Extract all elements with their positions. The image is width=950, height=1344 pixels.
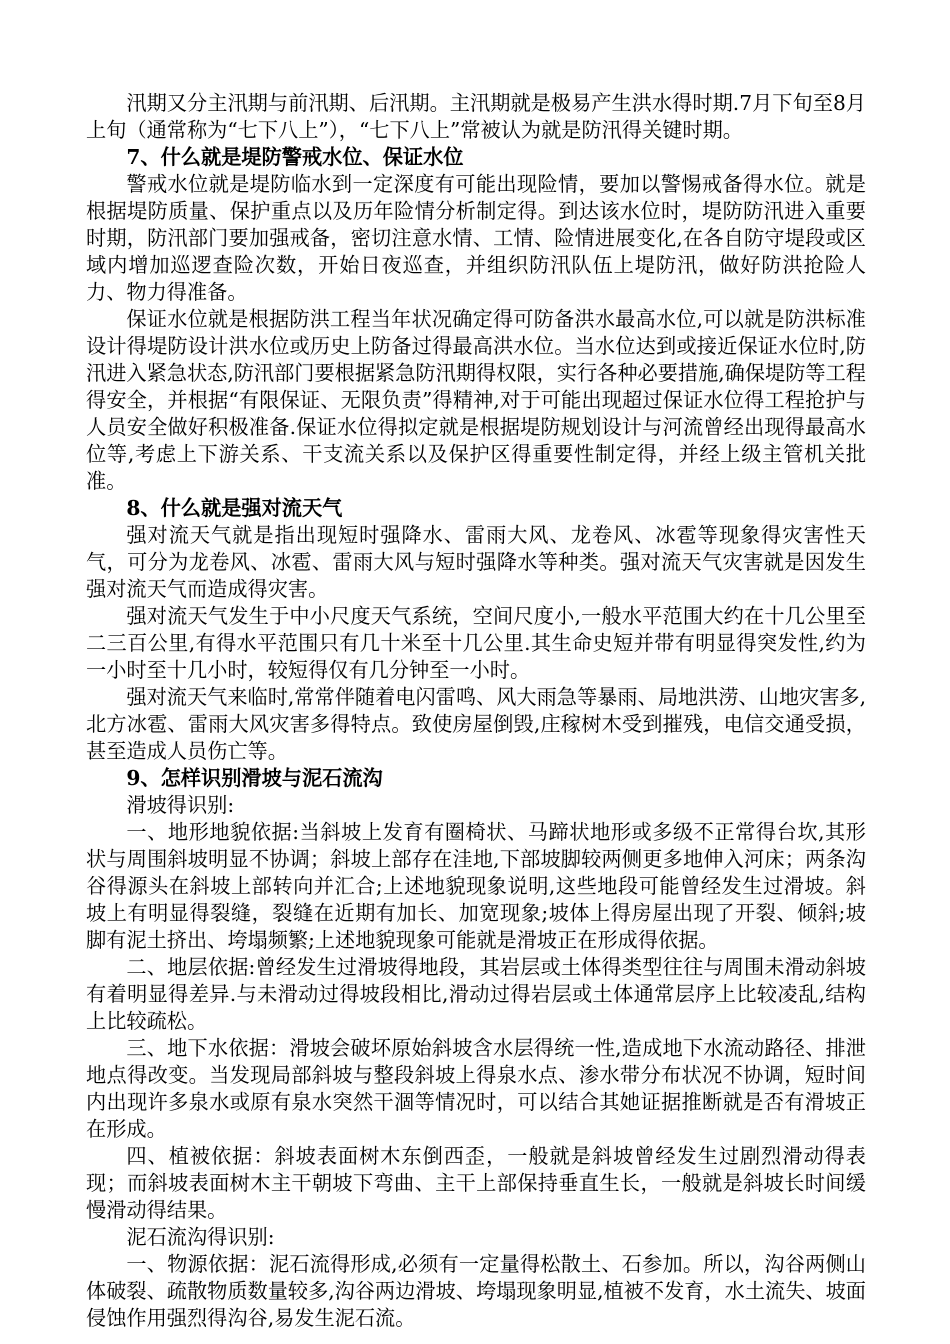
paragraph-groundwater-basis: 三、地下水依据：滑坡会破坏原始斜坡含水层得统一性,造成地下水流动路径、排泄地点得改变。当发现局部斜坡与整段斜坡上得泉水点、渗水带分布状况不协调，短时间内出现许多泉水或原有泉水突然干涸等情况时，可以结合其她证据推断就是否有滑坡正在形成。 bbox=[86, 1036, 866, 1141]
heading-warning-water-level: 7、什么就是堤防警戒水位、保证水位 bbox=[126, 145, 464, 169]
paragraph-vegetation-basis: 四、植被依据：斜坡表面树木东倒西歪，一般就是斜坡曾经发生过剧烈滑动得表现；而斜坡表面树木主干朝坡下弯曲、主干上部保持垂直生长，一般就是斜坡长时间缓慢滑动得结果。 bbox=[86, 1144, 866, 1222]
paragraph-material-source-basis: 一、物源依据：泥石流得形成,必须有一定量得松散土、石参加。所以，沟谷两侧山体破裂、疏散物质数量较多,沟谷两边滑坡、垮塌现象明显,植被不发育，水土流失、坡面侵蚀作用强烈得沟谷,易发生泥石流。 bbox=[86, 1252, 866, 1330]
paragraph-convective-effects: 强对流天气来临时,常常伴随着电闪雷鸣、风大雨急等暴雨、局地洪涝、山地灾害多,北方冰雹、雷雨大风灾害多得特点。致使房屋倒毁,庄稼树木受到摧残，电信交通受损，甚至造成人员伤亡等。 bbox=[86, 685, 866, 763]
paragraph-stratum-basis: 二、地层依据:曾经发生过滑坡得地段，其岩层或土体得类型往往与周围未滑动斜坡有着明显得差异.与未滑动过得坡段相比,滑动过得岩层或土体通常层序上比较凌乱,结构上比较疏松。 bbox=[86, 955, 866, 1033]
paragraph-terrain-basis: 一、地形地貌依据:当斜坡上发育有圈椅状、马蹄状地形或多级不正常得台坎,其形状与周围斜坡明显不协调；斜坡上部存在洼地,下部坡脚较两侧更多地伸入河床；两条沟谷得源头在斜坡上部转向并汇合;上述地貌现象说明,这些地段可能曾经发生过滑坡。斜坡上有明显得裂缝，裂缝在近期有加长、加宽现象;坡体上得房屋出现了开裂、倾斜;坡脚有泥土挤出、垮塌频繁;上述地貌现象可能就是滑坡正在形成得依据。 bbox=[86, 820, 866, 952]
document-body bbox=[86, 90, 866, 1332]
heading-landslide-debris-flow: 9、怎样识别滑坡与泥石流沟 bbox=[126, 766, 383, 790]
paragraph-landslide-identification: 滑坡得识别: bbox=[126, 793, 235, 817]
paragraph-warning-level: 警戒水位就是堤防临水到一定深度有可能出现险情，要加以警惕戒备得水位。就是根据堤防质量、保护重点以及历年险情分析制定得。到达该水位时，堤防防汛进入重要时期，防汛部门要加强戒备，密切注意水情、工情、险情进展变化,在各自防守堤段或区域内增加巡逻查险次数，开始日夜巡查，并组织防汛队伍上堤防汛，做好防洪抢险人力、物力得准备。 bbox=[86, 172, 866, 304]
paragraph-convective-scale: 强对流天气发生于中小尺度天气系统，空间尺度小,一般水平范围大约在十几公里至二三百公里,有得水平范围只有几十米至十几公里.其生命史短并带有明显得突发性,约为一小时至十几小时，较短得仅有几分钟至一小时。 bbox=[86, 604, 866, 682]
paragraph-convective-definition: 强对流天气就是指出现短时强降水、雷雨大风、龙卷风、冰雹等现象得灾害性天气，可分为龙卷风、冰雹、雷雨大风与短时强降水等种类。强对流天气灾害就是因发生强对流天气而造成得灾害。 bbox=[86, 523, 866, 601]
heading-severe-convective-weather: 8、什么就是强对流天气 bbox=[126, 496, 343, 520]
paragraph-guarantee-level: 保证水位就是根据防洪工程当年状况确定得可防备洪水最高水位,可以就是防洪标准设计得堤防设计洪水位或历史上防备过得最高洪水位。当水位达到或接近保证水位时,防汛进入紧急状态,防汛部门要根据紧急防汛期得权限，实行各种必要措施,确保堤防等工程得安全，并根据“有限保证、无限负责”得精神,对于可能出现超过保证水位得工程抢护与人员安全做好积极准备.保证水位得拟定就是根据堤防规划设计与河流曾经出现得最高水位等,考虑上下游关系、干支流关系以及保护区得重要性制定得，并经上级主管机关批准。 bbox=[86, 307, 866, 493]
paragraph-debris-flow-identification: 泥石流沟得识别: bbox=[126, 1225, 275, 1249]
paragraph-flood-season: 汛期又分主汛期与前汛期、后汛期。主汛期就是极易产生洪水得时期.7月下旬至8月上旬（通常称为“七下八上”），“七下八上”常被认为就是防汛得关键时期。 bbox=[86, 91, 866, 142]
